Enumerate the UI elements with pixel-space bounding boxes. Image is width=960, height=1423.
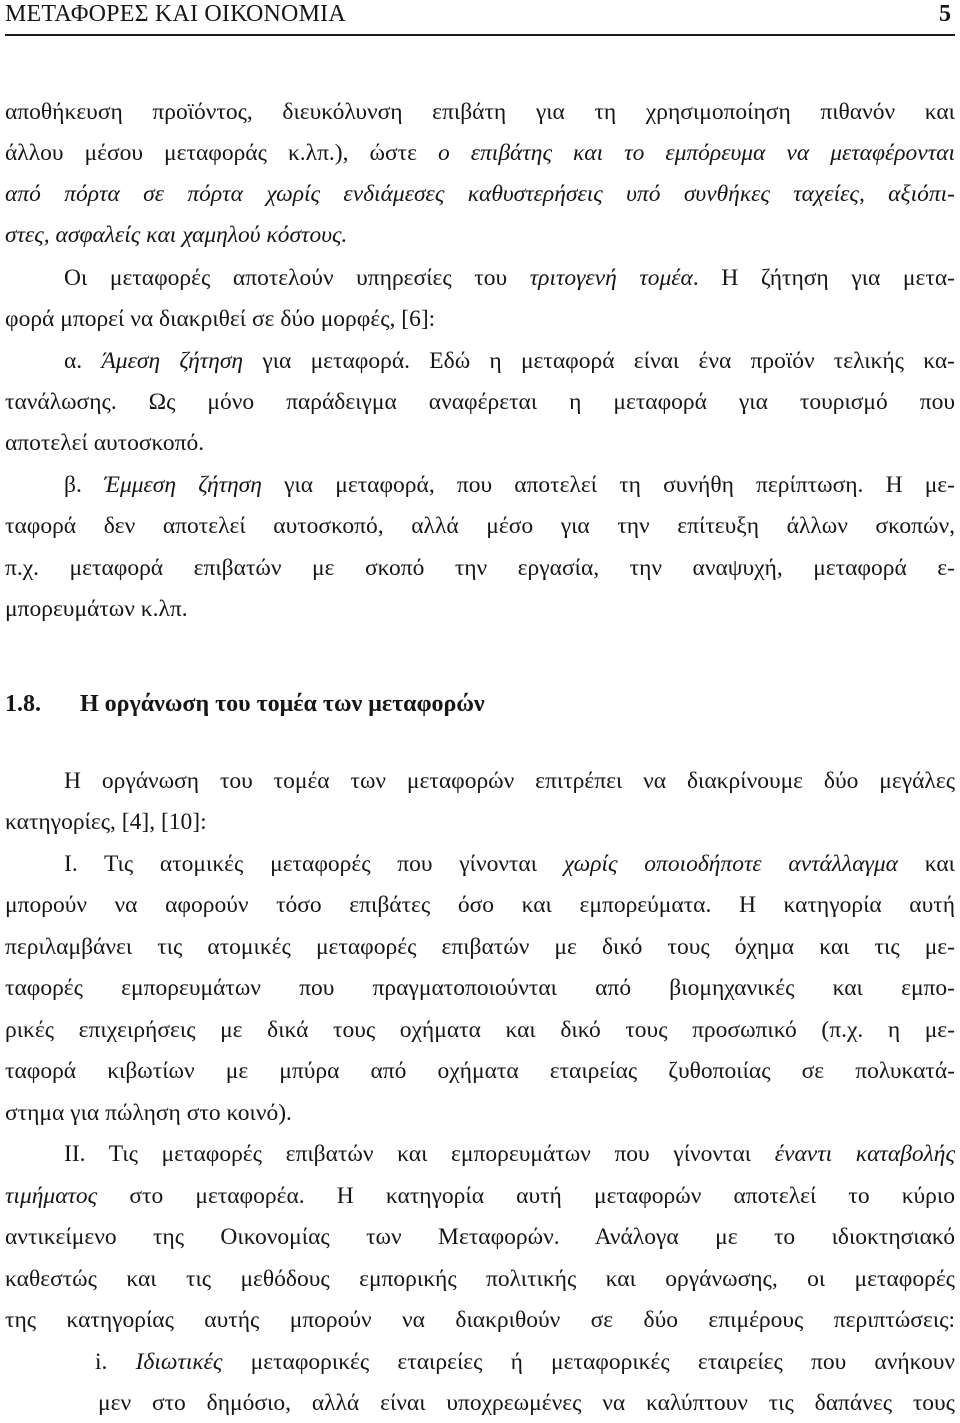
list-item-category-1: Ι. Τις ατομικές μεταφορές που γίνονται χωρίς οποιοδήποτε αντάλλαγμα και	[64, 851, 955, 877]
running-header	[5, 0, 955, 36]
text-line: τιμήματος στο μεταφορέα. Η κατηγορία αυτή μεταφορών αποτελεί το κύριο	[5, 1183, 955, 1209]
section-number: 1.8.	[5, 691, 41, 717]
list-item-alpha: α. Άμεση ζήτηση για μεταφορά. Εδώ η μεταφορά είναι ένα προϊόν τελικής κα-	[64, 348, 956, 374]
text-line: π.χ. μεταφορά επιβατών με σκοπό την εργασία, την αναψυχή, μεταφορά ε-	[5, 555, 955, 581]
text-line: ταφορά κιβωτίων με μπύρα από οχήματα εταιρείας ζυθοποιίας σε πολυκατά-	[5, 1058, 955, 1084]
section-heading	[5, 684, 955, 724]
text-line: περιλαμβάνει τις ατομικές μεταφορές επιβατών με δικό τους όχημα και τις με-	[5, 934, 955, 960]
list-item-category-2: ΙΙ. Τις μεταφορές επιβατών και εμπορευμάτων που γίνονται έναντι καταβολής	[64, 1141, 955, 1167]
text-line: Οι μεταφορές αποτελούν υπηρεσίες του τριτογενή τομέα. Η ζήτηση για μετα-	[64, 265, 955, 291]
text-line: στημα για πώληση στο κοινό).	[5, 1100, 292, 1126]
text-line: Η οργάνωση του τομέα των μεταφορών επιτρέπει να διακρίνουμε δύο μεγάλες	[64, 768, 955, 794]
text-line: της κατηγορίας αυτής μπορούν να διακριθούν σε δύο επιμέρους περιπτώσεις:	[5, 1307, 955, 1333]
page-number: 5	[939, 1, 951, 27]
text-line: αντικείμενο της Οικονομίας των Μεταφορών. Ανάλογα με το ιδιοκτησιακό	[5, 1224, 955, 1250]
text-line: μπορευμάτων κ.λπ.	[5, 596, 188, 622]
text-line: τανάλωσης. Ως μόνο παράδειγμα αναφέρεται η μεταφορά για τουρισμό που	[5, 389, 955, 415]
text-line: άλλου μέσου μεταφοράς κ.λπ.), ώστε ο επιβάτης και το εμπόρευμα να μεταφέρονται	[5, 140, 955, 166]
text-line: ταφορά δεν αποτελεί αυτοσκοπό, αλλά μέσο για την επίτευξη άλλων σκοπών,	[5, 513, 955, 539]
text-line: καθεστώς και τις μεθόδους εμπορικής πολιτικής και οργάνωσης, οι μεταφορές	[5, 1266, 955, 1292]
text-line: φορά μπορεί να διακριθεί σε δύο μορφές, [6]:	[5, 306, 436, 332]
text-line: μεν στο δημόσιο, αλλά είναι υποχρεωμένες να καλύπτουν τις δαπάνες τους	[98, 1390, 955, 1416]
text-line: κατηγορίες, [4], [10]:	[5, 809, 207, 835]
text-line: ρικές επιχειρήσεις με δικά τους οχήματα και δικό τους προσωπικό (π.χ. η με-	[5, 1017, 955, 1043]
text-line: από πόρτα σε πόρτα χωρίς ενδιάμεσες καθυστερήσεις υπό συνθήκες ταχείες, αξιόπι-	[5, 181, 955, 207]
text-line: αποτελεί αυτοσκοπό.	[5, 430, 205, 456]
text-line: αποθήκευση προϊόντος, διευκόλυνση επιβάτη για τη χρησιμοποίηση πιθανόν και	[5, 99, 955, 125]
list-item-beta: β. Έμμεση ζήτηση για μεταφορά, που αποτελεί τη συνήθη περίπτωση. Η με-	[64, 472, 955, 498]
list-item-i: i. Ιδιωτικές μεταφορικές εταιρείες ή μεταφορικές εταιρείες που ανήκουν	[95, 1349, 955, 1375]
text-line: μπορούν να αφορούν τόσο επιβάτες όσο και εμπορεύματα. Η κατηγορία αυτή	[5, 892, 955, 918]
running-title: ΜΕΤΑΦΟΡΕΣ ΚΑΙ ΟΙΚΟΝΟΜΙΑ	[5, 1, 346, 27]
text-line: ταφορές εμπορευμάτων που πραγματοποιούνται από βιομηχανικές και εμπο-	[5, 975, 955, 1001]
section-title: Η οργάνωση του τομέα των μεταφορών	[80, 691, 485, 717]
text-line: στες, ασφαλείς και χαμηλού κόστους.	[5, 222, 348, 248]
